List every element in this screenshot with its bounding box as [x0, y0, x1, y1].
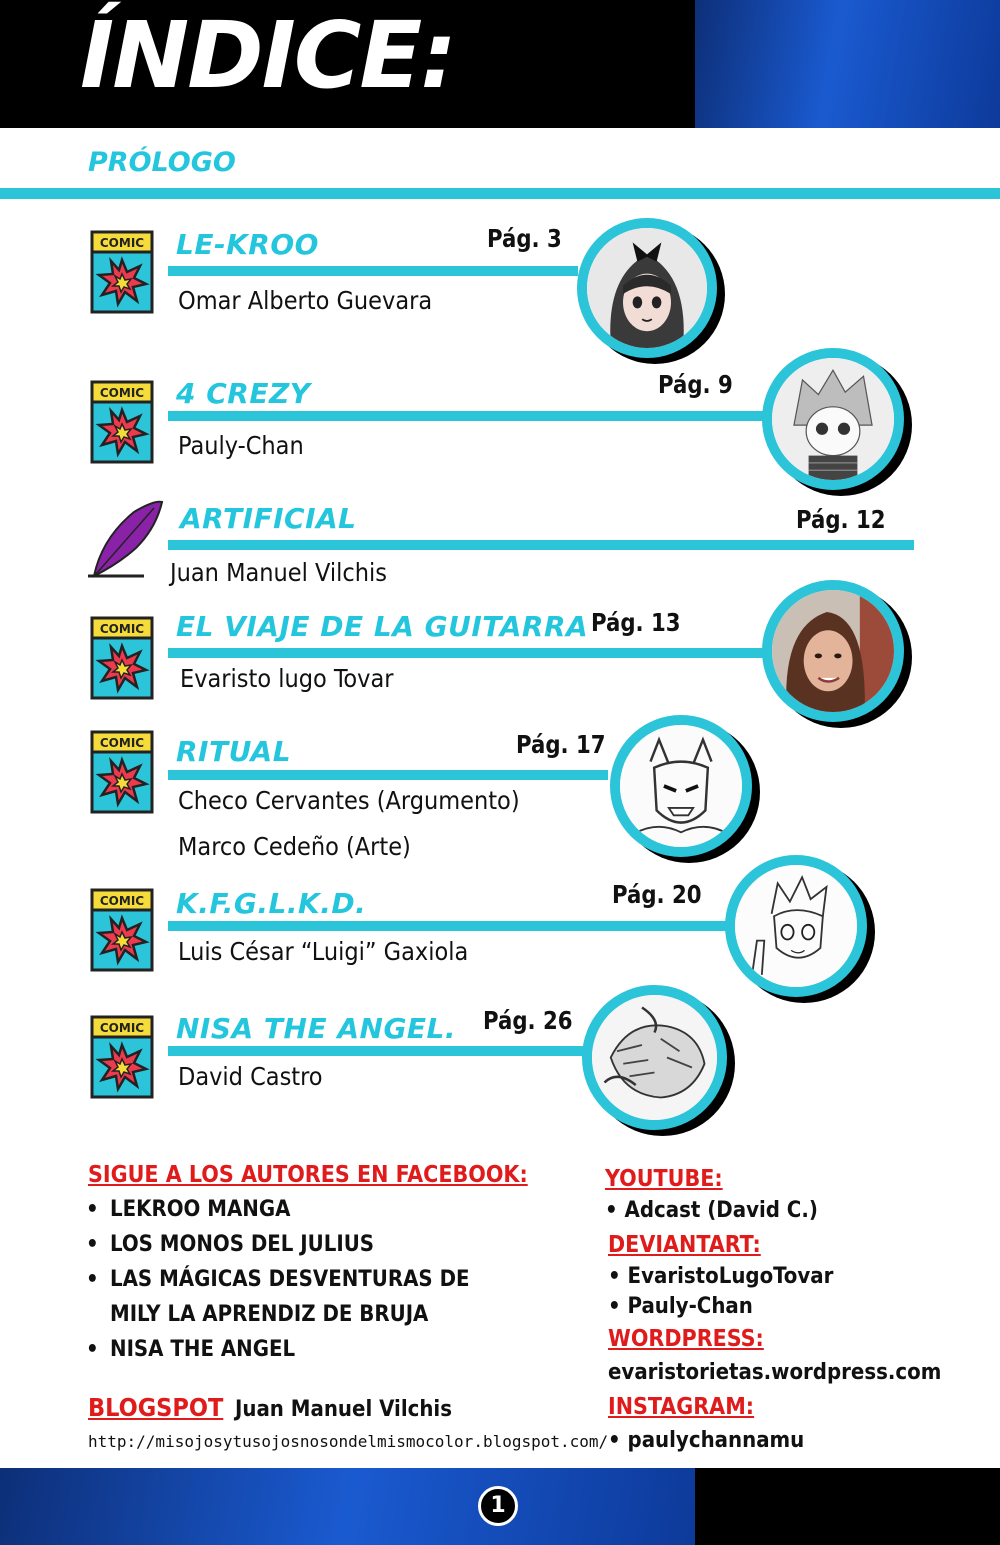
header-blue-band — [695, 0, 1000, 128]
entry-author: David Castro — [178, 1062, 323, 1091]
instagram-item[interactable]: • paulychannamu — [608, 1428, 805, 1453]
entry-title-nisa-the-angel[interactable]: NISA THE ANGEL. — [176, 1012, 457, 1045]
deviantart-item[interactable]: • EvaristoLugoTovar — [608, 1264, 834, 1289]
comic-book-icon — [90, 380, 154, 464]
chibi-boy-portrait — [762, 348, 904, 490]
youtube-item[interactable]: • Adcast (David C.) — [605, 1198, 818, 1223]
instagram-heading: INSTAGRAM: — [608, 1394, 755, 1420]
facebook-bullet: • — [86, 1337, 99, 1362]
entry-page: Pág. 13 — [591, 608, 681, 637]
facebook-item[interactable]: LAS MÁGICAS DESVENTURAS DE — [110, 1267, 470, 1292]
entry-page: Pág. 26 — [483, 1006, 573, 1035]
entry-divider — [168, 411, 763, 421]
entry-author: Pauly-Chan — [178, 431, 304, 460]
entry-divider — [168, 648, 763, 658]
page-title: ÍNDICE: — [80, 2, 455, 109]
comic-book-icon — [90, 730, 154, 814]
demon-sketch-portrait — [610, 715, 752, 857]
blogspot-author: Juan Manuel Vilchis — [235, 1397, 452, 1422]
entry-author: Luis César “Luigi” Gaxiola — [178, 937, 469, 966]
entry-divider — [168, 266, 578, 276]
entry-divider — [168, 540, 914, 550]
deviantart-heading: DEVIANTART: — [608, 1232, 761, 1258]
entry-author: Juan Manuel Vilchis — [170, 558, 387, 587]
entry-divider — [168, 1046, 583, 1056]
footer-blue-band — [0, 1468, 695, 1545]
blogspot-url-link[interactable]: http://misojosytusojosnosondelmismocolor.blogspot.com/ — [88, 1432, 609, 1451]
entry-page: Pág. 17 — [516, 730, 606, 759]
blogspot-heading: BLOGSPOT — [88, 1393, 224, 1422]
entry-page: Pág. 3 — [487, 224, 562, 253]
entry-author: Marco Cedeño (Arte) — [178, 832, 411, 861]
youtube-heading: YOUTUBE: — [605, 1166, 723, 1192]
entry-title-kfglkd[interactable]: K.F.G.L.K.D. — [176, 887, 367, 920]
entry-title-4-crezy[interactable]: 4 CREZY — [176, 377, 311, 410]
comic-book-icon — [90, 888, 154, 972]
entry-page: Pág. 20 — [612, 880, 702, 909]
footer-black-band — [695, 1468, 1000, 1545]
quill-icon — [84, 498, 164, 582]
facebook-item[interactable]: NISA THE ANGEL — [110, 1337, 296, 1362]
entry-page: Pág. 9 — [658, 370, 733, 399]
comic-book-icon — [90, 616, 154, 700]
wordpress-heading: WORDPRESS: — [608, 1326, 764, 1352]
comic-book-icon — [90, 230, 154, 314]
facebook-bullet: • — [86, 1232, 99, 1257]
painted-woman-portrait — [762, 580, 904, 722]
page-number: 1 — [478, 1486, 518, 1526]
entry-title-artificial[interactable]: ARTIFICIAL — [180, 502, 357, 535]
entry-divider — [168, 770, 608, 780]
prologue-heading[interactable]: PRÓLOGO — [88, 147, 236, 178]
entry-author: Omar Alberto Guevara — [178, 286, 433, 315]
entry-title-el-viaje-de-la-guitarra[interactable]: EL VIAJE DE LA GUITARRA — [176, 610, 589, 643]
entry-divider — [168, 921, 728, 931]
facebook-bullet: • — [86, 1267, 99, 1292]
entry-author: Evaristo lugo Tovar — [180, 664, 394, 693]
facebook-item[interactable]: LEKROO MANGA — [110, 1197, 291, 1222]
entry-page: Pág. 12 — [796, 505, 886, 534]
facebook-bullet: • — [86, 1197, 99, 1222]
facebook-item[interactable]: MILY LA APRENDIZ DE BRUJA — [110, 1302, 429, 1327]
facebook-heading: SIGUE A LOS AUTORES EN FACEBOOK: — [88, 1162, 528, 1188]
sketch-boy-portrait — [725, 855, 867, 997]
wordpress-url-link[interactable]: evaristorietas.wordpress.com — [608, 1360, 942, 1385]
manga-girl-portrait — [577, 218, 717, 358]
entry-author: Checo Cervantes (Argumento) — [178, 786, 520, 815]
comic-book-icon — [90, 1015, 154, 1099]
deviantart-item[interactable]: • Pauly-Chan — [608, 1294, 753, 1319]
entry-title-ritual[interactable]: RITUAL — [176, 735, 292, 768]
header-divider — [0, 188, 1000, 199]
beast-sketch-portrait — [582, 985, 727, 1130]
entry-title-le-kroo[interactable]: LE-KROO — [176, 228, 319, 261]
facebook-item[interactable]: LOS MONOS DEL JULIUS — [110, 1232, 375, 1257]
